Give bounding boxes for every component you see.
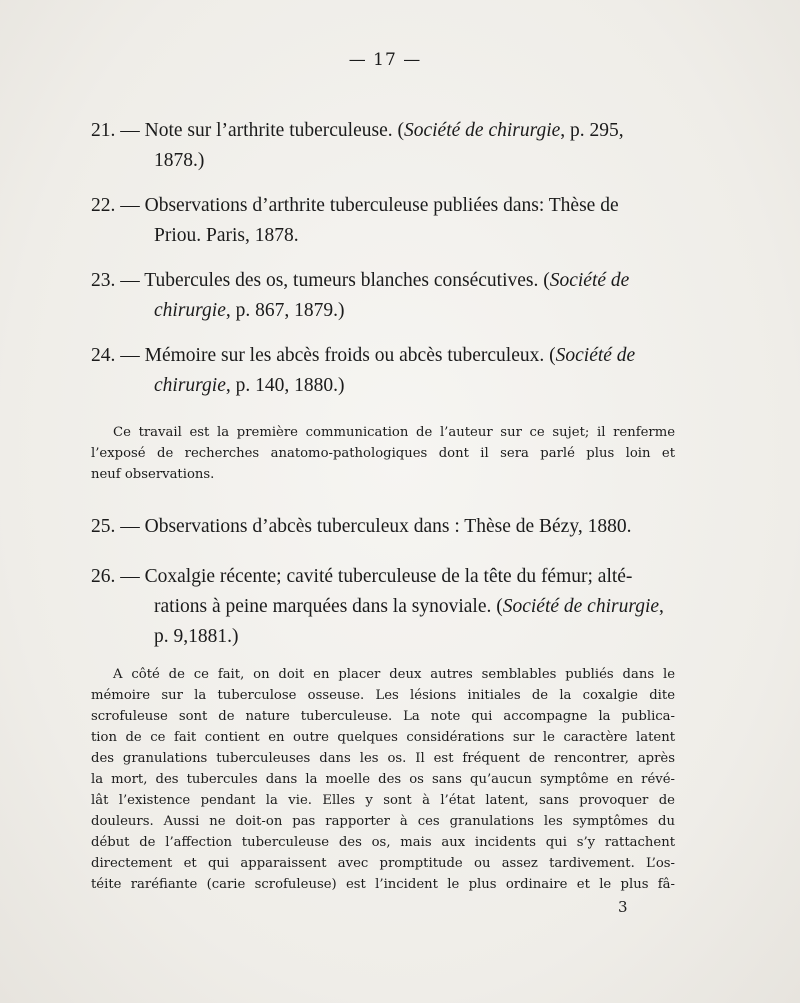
- paragraph-line: l’exposé de recherches anatomo-pathologiques dont il sera parlé plus loin et: [91, 446, 675, 461]
- entry-text-continued: , p. 867, 1879.): [225, 300, 345, 321]
- entry-text: Observations d’arthrite tuberculeuse publiées dans: Thèse de: [144, 195, 619, 216]
- entry-text: Mémoire sur les abcès froids ou abcès tuberculeux. (: [144, 345, 556, 366]
- entry-text-end: ,: [659, 596, 664, 617]
- paragraph-line: début de l’affection tuberculeuse des os, mais aux incidents qui s’y rattachent: [91, 835, 675, 850]
- entry-21: [91, 116, 681, 176]
- entry-22: [91, 191, 681, 251]
- paragraph-line: tion de ce fait contient en outre quelques considérations sur le caractère latent: [91, 730, 675, 745]
- entry-23: [91, 266, 681, 326]
- entry-number: 25. —: [91, 516, 140, 537]
- paragraph-line: des granulations tuberculeuses dans les os. Il est fréquent de rencontrer, après: [91, 751, 675, 766]
- entry-source: Société de: [555, 345, 636, 366]
- entry-24: [91, 341, 681, 401]
- paragraph-entry-24: [91, 422, 675, 485]
- entry-26: [91, 562, 681, 652]
- paragraph-line: directement et qui apparaissent avec promptitude ou assez tardivement. L’os-: [91, 856, 675, 871]
- paragraph-line: A côté de ce fait, on doit en placer deux autres semblables publiés dans le: [113, 667, 675, 682]
- paragraph-line: neuf observations.: [91, 467, 215, 482]
- paragraph-line: téite raréfiante (carie scrofuleuse) est l’incident le plus ordinaire et le plus fâ-: [91, 877, 675, 892]
- entry-text: Tubercules des os, tumeurs blanches consécutives. (: [144, 270, 550, 291]
- entry-number: 23. —: [91, 270, 140, 291]
- entry-source: Société de chirurgie: [403, 120, 561, 141]
- paragraph-entry-26: [91, 664, 675, 895]
- entry-source-continued: chirurgie: [154, 300, 226, 321]
- entry-text: Coxalgie récente; cavité tuberculeuse de la tête du fémur; alté-: [144, 566, 633, 587]
- entry-number: 24. —: [91, 345, 140, 366]
- paragraph-line: mémoire sur la tuberculose osseuse. Les lésions initiales de la coxalgie dite: [91, 688, 675, 703]
- paragraph-line: douleurs. Aussi ne doit-on pas rapporter à ces granulations les symptômes du: [91, 814, 675, 829]
- entry-25: [91, 512, 681, 542]
- entry-text: Observations d’abcès tuberculeux dans : Thèse de Bézy, 1880.: [144, 516, 632, 537]
- entry-text-continued: 1878.): [154, 150, 205, 171]
- paragraph-line: Ce travail est la première communication de l’auteur sur ce sujet; il renferme: [113, 425, 675, 440]
- entry-number: 22. —: [91, 195, 140, 216]
- entry-text-end: , p. 295,: [560, 120, 624, 141]
- entry-text-continued: rations à peine marquées dans la synoviale. (: [154, 596, 503, 617]
- page-number: — 17 —: [348, 50, 422, 70]
- signature-mark: 3: [618, 898, 628, 916]
- paragraph-line: lât l’existence pendant la vie. Elles y sont à l’état latent, sans provoquer de: [91, 793, 675, 808]
- paragraph-line: la mort, des tubercules dans la moelle des os sans qu’aucun symptôme en révé-: [91, 772, 675, 787]
- entry-source-continued: chirurgie: [154, 375, 226, 396]
- entry-number: 26. —: [91, 566, 140, 587]
- entry-text: Note sur l’arthrite tuberculeuse. (: [144, 120, 404, 141]
- entry-number: 21. —: [91, 120, 140, 141]
- paragraph-line: scrofuleuse sont de nature tuberculeuse. La note qui accompagne la publica-: [91, 709, 675, 724]
- entry-text-continued: Priou. Paris, 1878.: [154, 225, 299, 246]
- entry-text-continued: , p. 140, 1880.): [225, 375, 345, 396]
- entry-source: Société de chirurgie: [502, 596, 660, 617]
- entry-text-continued: p. 9,1881.): [154, 626, 239, 647]
- entry-source: Société de: [549, 270, 630, 291]
